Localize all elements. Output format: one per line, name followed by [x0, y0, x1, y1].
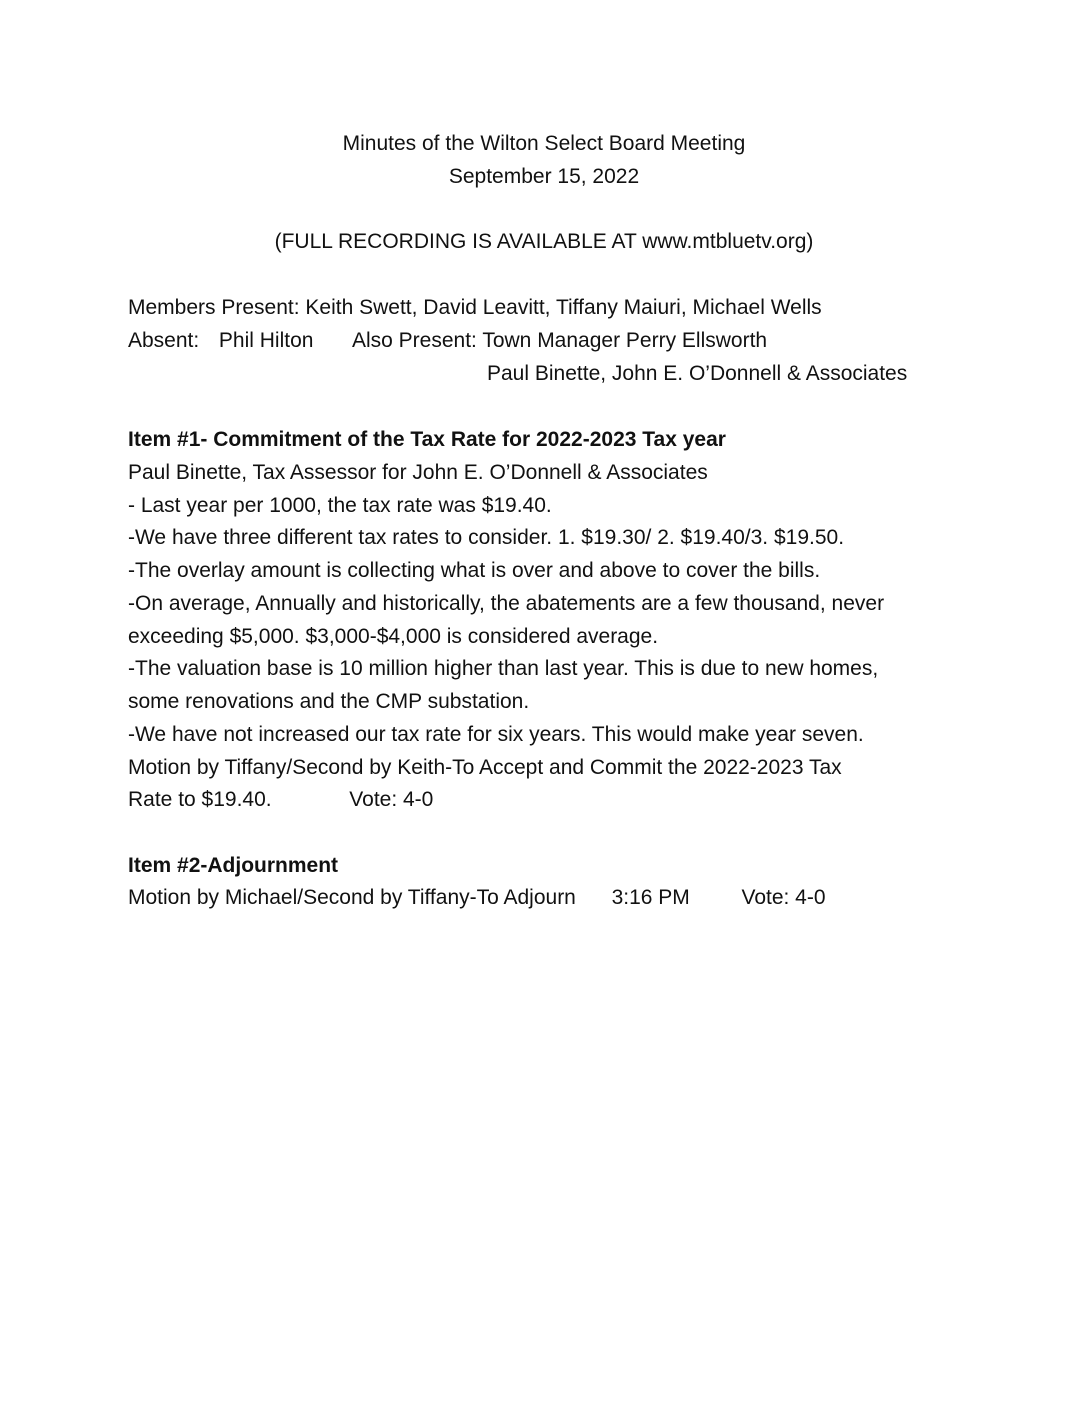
item1-line: -The valuation base is 10 million higher than last year. This is due to new homes, [128, 657, 879, 680]
item2-time: 3:16 PM [611, 886, 690, 909]
item1-line: - Last year per 1000, the tax rate was $19.40. [128, 494, 552, 517]
item1-line: -We have three different tax rates to consider. 1. $19.30/ 2. $19.40/3. $19.50. [128, 526, 845, 549]
absent-line [128, 329, 767, 353]
absent-name: Phil Hilton [218, 329, 314, 352]
item1-vote: Vote: 4-0 [349, 788, 434, 811]
item1-line: some renovations and the CMP substation. [128, 690, 530, 713]
item1-line: Paul Binette, Tax Assessor for John E. O’Donnell & Associates [128, 461, 708, 484]
item1-line: -The overlay amount is collecting what is over and above to cover the bills. [128, 559, 821, 582]
members-present: Members Present: Keith Swett, David Leavitt, Tiffany Maiuri, Michael Wells [128, 296, 822, 319]
item2-vote: Vote: 4-0 [741, 886, 826, 909]
item1-motion-end-line [128, 788, 433, 812]
item2-heading: Item #2-Adjournment [128, 854, 339, 877]
recording-note: (FULL RECORDING IS AVAILABLE AT www.mtbluetv.org) [274, 230, 814, 253]
item1-motion-end: Rate to $19.40. [128, 788, 272, 811]
item1-line: exceeding $5,000. $3,000-$4,000 is considered average. [128, 625, 659, 648]
item1-line: -We have not increased our tax rate for six years. This would make year seven. [128, 723, 864, 746]
item2-motion-line [128, 886, 826, 910]
item1-line: -On average, Annually and historically, the abatements are a few thousand, never [128, 592, 885, 615]
item1-heading: Item #1- Commitment of the Tax Rate for 2022-2023 Tax year [128, 428, 726, 451]
item1-motion: Motion by Tiffany/Second by Keith-To Accept and Commit the 2022-2023 Tax [128, 756, 842, 779]
also-present-continued: Paul Binette, John E. O’Donnell & Associates [487, 362, 908, 385]
item2-motion: Motion by Michael/Second by Tiffany-To Adjourn [128, 886, 576, 909]
absent-label: Absent: [128, 329, 200, 352]
document-title: Minutes of the Wilton Select Board Meeting [342, 132, 746, 155]
meeting-date: September 15, 2022 [448, 165, 640, 188]
also-present: Also Present: Town Manager Perry Ellsworth [351, 329, 768, 352]
